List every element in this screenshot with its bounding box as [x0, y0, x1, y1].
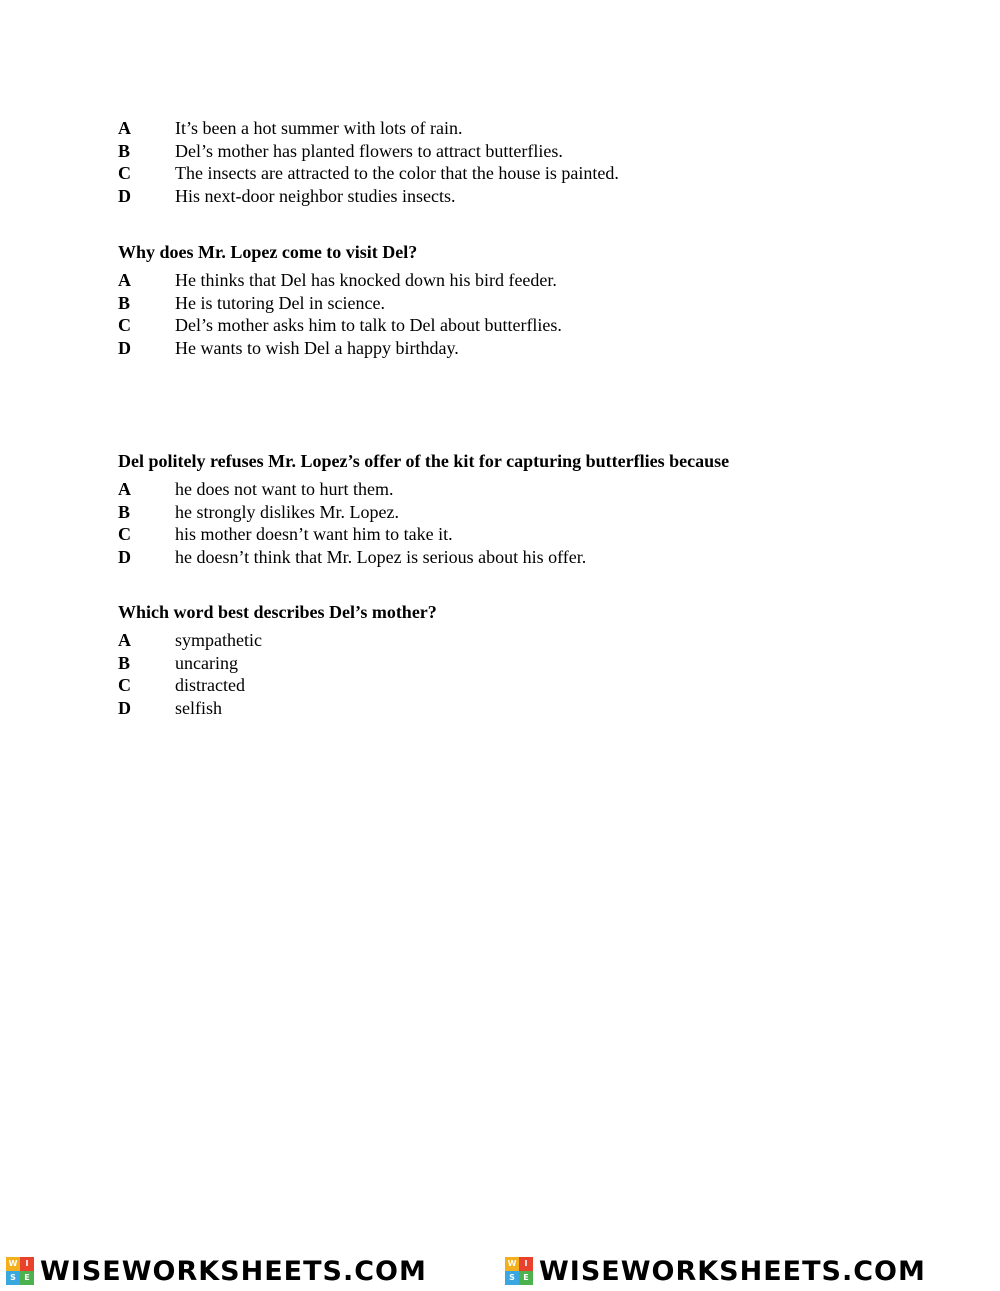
- logo-letter: W: [6, 1257, 20, 1271]
- option-d[interactable]: [118, 697, 938, 720]
- logo-letter: S: [6, 1271, 20, 1285]
- option-c[interactable]: [118, 674, 938, 697]
- option-c[interactable]: [118, 314, 938, 337]
- logo-letter: W: [505, 1257, 519, 1271]
- option-letter: C: [118, 675, 131, 696]
- option-letter: B: [118, 140, 131, 161]
- option-letter: A: [118, 118, 131, 138]
- option-letter: B: [118, 652, 131, 673]
- option-letter: D: [118, 546, 131, 567]
- option-text: He wants to wish Del a happy birthday.: [175, 337, 459, 358]
- option-c[interactable]: [118, 162, 938, 185]
- option-text: He thinks that Del has knocked down his bird feeder.: [175, 270, 557, 290]
- option-text: he strongly dislikes Mr. Lopez.: [175, 501, 399, 522]
- option-c[interactable]: [118, 523, 938, 546]
- option-text: Del’s mother asks him to talk to Del about butterflies.: [175, 315, 562, 336]
- question-text: Why does Mr. Lopez come to visit Del?: [118, 242, 418, 262]
- option-text: He is tutoring Del in science.: [175, 292, 385, 313]
- logo-icon: [6, 1257, 34, 1285]
- logo-letter: S: [505, 1271, 519, 1285]
- option-b[interactable]: [118, 292, 938, 315]
- option-letter: A: [118, 270, 131, 290]
- option-text: sympathetic: [175, 630, 262, 650]
- option-text: his mother doesn’t want him to take it.: [175, 524, 453, 545]
- option-a[interactable]: [118, 269, 938, 292]
- question-2: [118, 241, 938, 359]
- option-letter: D: [118, 337, 131, 358]
- option-text: distracted: [175, 675, 245, 696]
- logo-icon: [505, 1257, 533, 1285]
- option-text: he doesn’t think that Mr. Lopez is serious about his offer.: [175, 546, 587, 567]
- option-text: It’s been a hot summer with lots of rain.: [175, 118, 463, 138]
- option-text: Del’s mother has planted flowers to attract butterflies.: [175, 140, 563, 161]
- brand-logo: [505, 1254, 926, 1288]
- option-b[interactable]: [118, 501, 938, 524]
- question-text: Which word best describes Del’s mother?: [118, 602, 437, 622]
- option-letter: A: [118, 630, 131, 650]
- brand-text: WISEWORKSHEETS.COM: [40, 1255, 427, 1287]
- option-letter: A: [118, 479, 131, 499]
- option-a[interactable]: [118, 117, 938, 140]
- option-b[interactable]: [118, 652, 938, 675]
- option-letter: C: [118, 524, 131, 545]
- option-text: he does not want to hurt them.: [175, 479, 394, 499]
- footer-watermark: [0, 1254, 1000, 1290]
- option-d[interactable]: [118, 337, 938, 360]
- logo-letter: I: [20, 1257, 34, 1271]
- question-1: [118, 117, 938, 207]
- option-letter: D: [118, 697, 131, 718]
- option-text: uncaring: [175, 652, 238, 673]
- brand-logo: [6, 1254, 427, 1288]
- brand-text: WISEWORKSHEETS.COM: [539, 1255, 926, 1287]
- option-d[interactable]: [118, 185, 938, 208]
- option-letter: C: [118, 315, 131, 336]
- logo-letter: I: [519, 1257, 533, 1271]
- option-text: His next-door neighbor studies insects.: [175, 185, 456, 206]
- question-text: Del politely refuses Mr. Lopez’s offer of the kit for capturing butterflies because: [118, 451, 730, 471]
- option-d[interactable]: [118, 546, 938, 569]
- logo-letter: E: [20, 1271, 34, 1285]
- option-b[interactable]: [118, 140, 938, 163]
- option-a[interactable]: [118, 629, 938, 652]
- option-text: The insects are attracted to the color that the house is painted.: [175, 163, 619, 184]
- question-3: [118, 450, 938, 568]
- option-letter: C: [118, 163, 131, 184]
- option-letter: B: [118, 501, 131, 522]
- option-letter: D: [118, 185, 131, 206]
- question-4: [118, 601, 938, 719]
- logo-letter: E: [519, 1271, 533, 1285]
- option-letter: B: [118, 292, 131, 313]
- option-a[interactable]: [118, 478, 938, 501]
- option-text: selfish: [175, 697, 222, 718]
